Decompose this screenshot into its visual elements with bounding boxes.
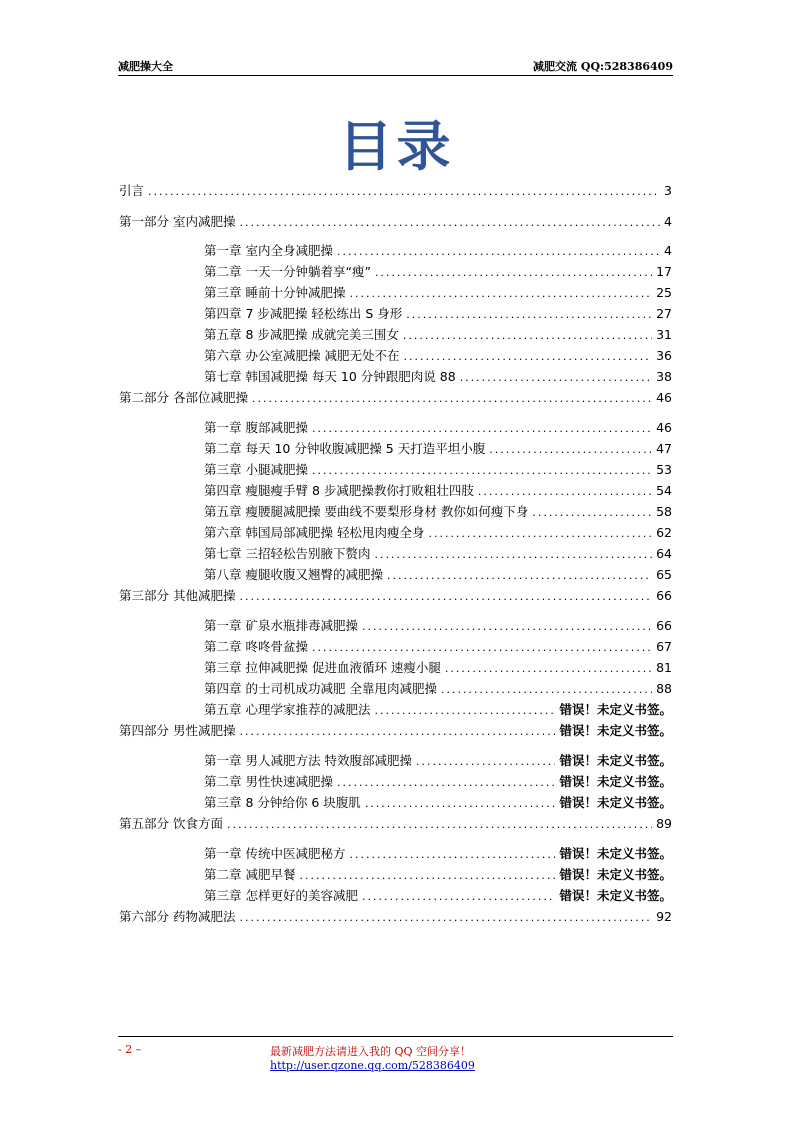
toc-entry[interactable] xyxy=(204,305,672,323)
toc-entry[interactable] xyxy=(204,887,672,905)
toc-entry[interactable] xyxy=(204,347,672,365)
toc-entry-title: 第七章 三招轻松告别腋下赘肉 xyxy=(204,546,371,561)
toc-leader-dots xyxy=(416,753,556,771)
toc-entry-page: 38 xyxy=(656,369,672,384)
toc-entry-title: 第四章 的士司机成功减肥 全靠甩肉减肥操 xyxy=(204,681,437,696)
toc-entry-title: 第一章 腹部减肥操 xyxy=(204,420,308,435)
toc-entry-page: 54 xyxy=(656,483,672,498)
toc-entry-page: 88 xyxy=(656,681,672,696)
toc-entry[interactable] xyxy=(119,182,672,200)
toc-entry-page: 66 xyxy=(656,588,672,603)
toc-entry-title: 第三章 小腿减肥操 xyxy=(204,462,308,477)
toc-entry[interactable] xyxy=(204,419,672,437)
footer-page-number: - 2 – xyxy=(118,1043,142,1056)
toc-entry[interactable] xyxy=(204,794,672,812)
toc-entry[interactable] xyxy=(204,617,672,635)
toc-leader-dots xyxy=(239,909,652,927)
toc-entry-title: 第一章 室内全身减肥操 xyxy=(204,243,333,258)
toc-leader-dots xyxy=(337,243,660,261)
toc-entry-title: 第七章 韩国减肥操 每天 10 分钟跟肥肉说 88 xyxy=(204,369,456,384)
toc-entry[interactable] xyxy=(204,638,672,656)
toc-entry-page: 17 xyxy=(656,264,672,279)
toc-entry[interactable] xyxy=(119,213,672,231)
toc-leader-dots xyxy=(387,567,652,585)
toc-entry-page: 31 xyxy=(656,327,672,342)
toc-entry-title: 第四部分 男性减肥操 xyxy=(119,723,236,738)
toc-entry-title: 第八章 瘦腿收腹又翘臀的减肥操 xyxy=(204,567,383,582)
toc-entry[interactable] xyxy=(204,263,672,281)
toc-entry[interactable] xyxy=(204,368,672,386)
toc-entry-page: 3 xyxy=(664,183,672,198)
toc-leader-dots xyxy=(374,546,652,564)
toc-entry-title: 第五章 心理学家推荐的减肥法 xyxy=(204,702,371,717)
toc-leader-dots xyxy=(299,867,555,885)
toc-entry[interactable] xyxy=(204,326,672,344)
toc-entry-page: 错误！未定义书签。 xyxy=(559,753,672,768)
toc-entry[interactable] xyxy=(119,389,672,407)
toc-entry-title: 第二章 咚咚骨盆操 xyxy=(204,639,308,654)
toc-leader-dots xyxy=(239,723,555,741)
toc-entry[interactable] xyxy=(204,701,672,719)
footer-promo-text: 最新减肥方法请进入我的 QQ 空间分享！ xyxy=(270,1045,472,1058)
toc-entry-title: 第三章 睡前十分钟减肥操 xyxy=(204,285,346,300)
toc-entry-title: 第三章 拉伸减肥操 促进血液循环 速瘦小腿 xyxy=(204,660,441,675)
toc-leader-dots xyxy=(312,420,652,438)
toc-entry-title: 第四章 瘦腿瘦手臂 8 步减肥操教你打败粗壮四肢 xyxy=(204,483,474,498)
footer-promo xyxy=(270,1043,673,1072)
toc-leader-dots xyxy=(337,774,556,792)
toc-entry-page: 错误！未定义书签。 xyxy=(559,888,672,903)
page-title: 目录 xyxy=(338,115,455,178)
toc-entry[interactable] xyxy=(119,587,672,605)
toc-entry-page: 错误！未定义书签。 xyxy=(559,846,672,861)
toc-leader-dots xyxy=(365,795,556,813)
toc-entry-title: 第三部分 其他减肥操 xyxy=(119,588,236,603)
toc-entry-page: 89 xyxy=(656,816,672,831)
toc-entry[interactable] xyxy=(204,284,672,302)
toc-entry-page: 92 xyxy=(656,909,672,924)
toc-entry-page: 错误！未定义书签。 xyxy=(559,795,672,810)
toc-entry-title: 第二章 每天 10 分钟收腹减肥操 5 天打造平坦小腹 xyxy=(204,441,486,456)
toc-entry-page: 4 xyxy=(664,214,672,229)
toc-entry-title: 第一章 男人减肥方法 特效腹部减肥操 xyxy=(204,753,412,768)
toc-entry-page: 46 xyxy=(656,390,672,405)
toc-leader-dots xyxy=(441,681,652,699)
toc-leader-dots xyxy=(362,618,652,636)
toc-entry[interactable] xyxy=(119,908,672,926)
toc-entry-page: 53 xyxy=(656,462,672,477)
toc-entry-page: 81 xyxy=(656,660,672,675)
toc-leader-dots xyxy=(239,588,652,606)
toc-entry[interactable] xyxy=(204,524,672,542)
toc-leader-dots xyxy=(478,483,652,501)
toc-leader-dots xyxy=(445,660,652,678)
toc-entry-title: 第五章 8 步减肥操 成就完美三围女 xyxy=(204,327,399,342)
toc-entry[interactable] xyxy=(204,440,672,458)
toc-entry-page: 62 xyxy=(656,525,672,540)
toc-entry[interactable] xyxy=(204,845,672,863)
toc-entry-page: 4 xyxy=(664,243,672,258)
toc-leader-dots xyxy=(148,183,660,201)
toc-leader-dots xyxy=(312,462,652,480)
toc-leader-dots xyxy=(227,816,652,834)
toc-entry[interactable] xyxy=(204,482,672,500)
toc-entry-page: 27 xyxy=(656,306,672,321)
toc-entry-title: 第六部分 药物减肥法 xyxy=(119,909,236,924)
header-book-title: 减肥操大全 xyxy=(118,60,173,73)
toc-leader-dots xyxy=(239,214,660,232)
toc-entry-page: 错误！未定义书签。 xyxy=(559,723,672,738)
toc-entry[interactable] xyxy=(204,659,672,677)
page-header xyxy=(118,55,673,76)
header-contact: 减肥交流 QQ:528386409 xyxy=(533,60,673,73)
toc-entry-title: 第二章 减肥早餐 xyxy=(204,867,296,882)
toc-leader-dots xyxy=(460,369,652,387)
toc-leader-dots xyxy=(403,327,652,345)
toc-leader-dots xyxy=(349,285,652,303)
toc-entry-title: 引言 xyxy=(119,183,145,198)
toc-entry[interactable] xyxy=(204,503,672,521)
toc-entry[interactable] xyxy=(204,680,672,698)
toc-entry-title: 第四章 7 步减肥操 轻松练出 S 身形 xyxy=(204,306,403,321)
toc-entry-title: 第一章 矿泉水瓶排毒减肥操 xyxy=(204,618,358,633)
toc-entry-title: 第二部分 各部位减肥操 xyxy=(119,390,248,405)
toc-leader-dots xyxy=(403,348,652,366)
toc-leader-dots xyxy=(252,390,652,408)
toc-entry-title: 第五章 瘦腰腿减肥操 要曲线不要梨形身材 教你如何瘦下身 xyxy=(204,504,529,519)
toc-entry[interactable] xyxy=(204,545,672,563)
toc-entry-page: 25 xyxy=(656,285,672,300)
toc-leader-dots xyxy=(349,846,555,864)
toc-entry-title: 第一章 传统中医减肥秘方 xyxy=(204,846,346,861)
toc-entry-title: 第三章 怎样更好的美容减肥 xyxy=(204,888,358,903)
toc-entry[interactable] xyxy=(204,461,672,479)
toc-entry-title: 第三章 8 分钟给你 6 块腹肌 xyxy=(204,795,361,810)
toc-entry-page: 64 xyxy=(656,546,672,561)
toc-entry-page: 65 xyxy=(656,567,672,582)
page-footer xyxy=(118,1036,673,1072)
toc-leader-dots xyxy=(312,639,652,657)
toc-entry-title: 第一部分 室内减肥操 xyxy=(119,214,236,229)
toc-entry-page: 67 xyxy=(656,639,672,654)
toc-entry-page: 错误！未定义书签。 xyxy=(559,774,672,789)
toc-entry-page: 66 xyxy=(656,618,672,633)
toc-entry-title: 第二章 男性快速减肥操 xyxy=(204,774,333,789)
toc-entry-page: 46 xyxy=(656,420,672,435)
toc-entry[interactable] xyxy=(119,815,672,833)
toc-entry[interactable] xyxy=(204,752,672,770)
toc-entry[interactable] xyxy=(119,722,672,740)
toc-entry-title: 第五部分 饮食方面 xyxy=(119,816,223,831)
toc-entry[interactable] xyxy=(204,242,672,260)
toc-entry-page: 58 xyxy=(656,504,672,519)
toc-leader-dots xyxy=(489,441,652,459)
toc-leader-dots xyxy=(406,306,652,324)
toc-leader-dots xyxy=(374,702,555,720)
toc-entry-page: 错误！未定义书签。 xyxy=(559,702,672,717)
toc-entry[interactable] xyxy=(204,566,672,584)
toc-leader-dots xyxy=(362,888,556,906)
toc-entry-page: 47 xyxy=(656,441,672,456)
toc-leader-dots xyxy=(375,264,652,282)
toc-entry-title: 第二章 一天一分钟躺着享“瘦” xyxy=(204,264,371,279)
toc-entry[interactable] xyxy=(204,866,672,884)
toc-entry[interactable] xyxy=(204,773,672,791)
toc-entry-title: 第六章 韩国局部减肥操 轻松甩肉瘦全身 xyxy=(204,525,425,540)
toc-leader-dots xyxy=(532,504,652,522)
toc-entry-title: 第六章 办公室减肥操 减肥无处不在 xyxy=(204,348,400,363)
footer-qzone-link[interactable]: http://user.qzone.qq.com/528386409 xyxy=(270,1059,475,1072)
toc-leader-dots xyxy=(428,525,652,543)
toc-entry-page: 错误！未定义书签。 xyxy=(559,867,672,882)
toc-entry-page: 36 xyxy=(656,348,672,363)
